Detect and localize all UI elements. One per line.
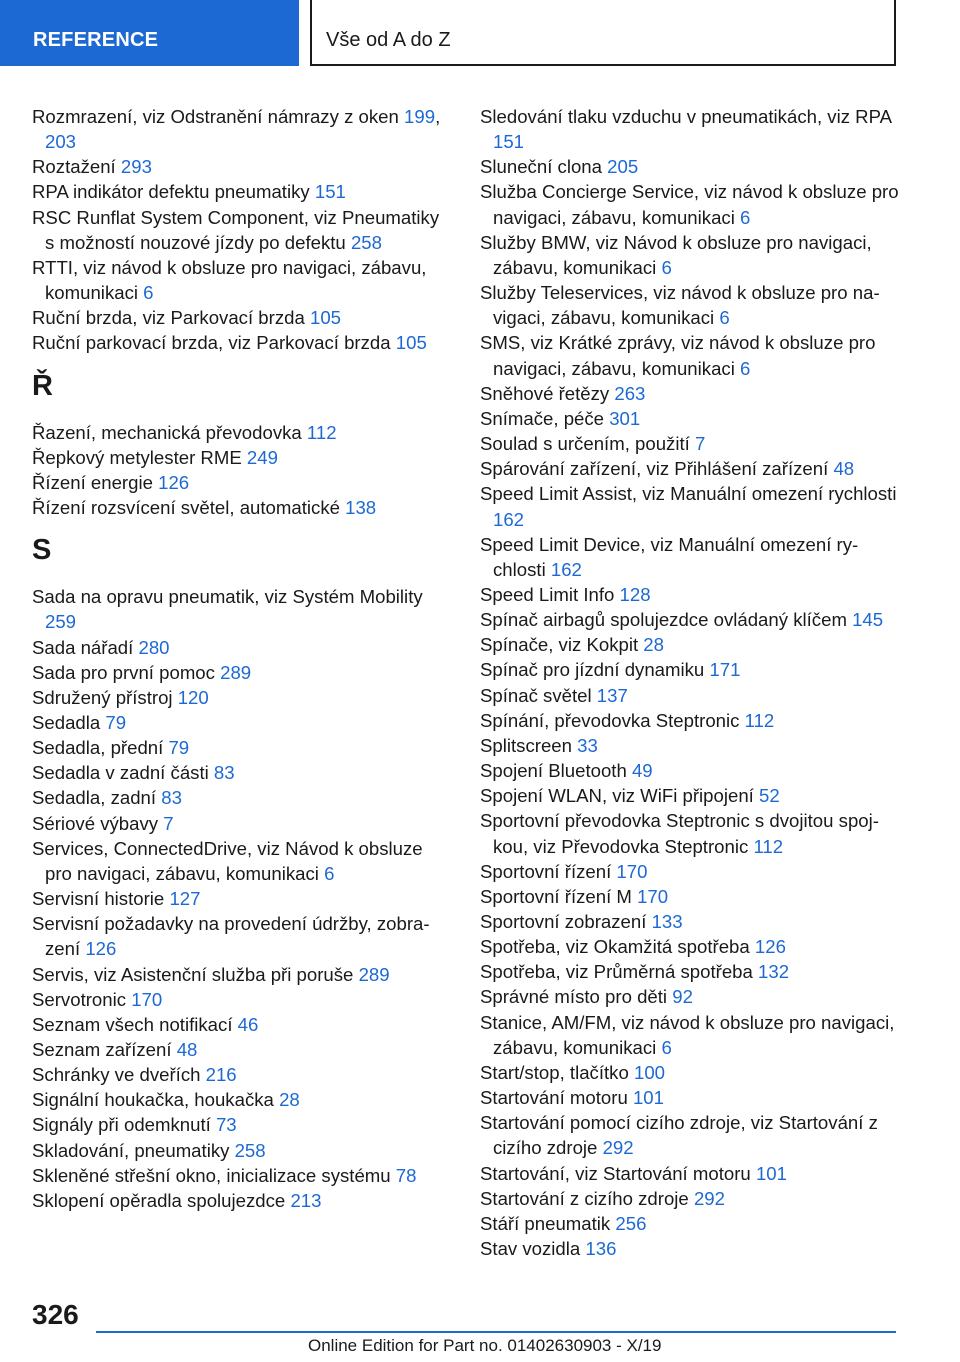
page-reference-link[interactable]: 170 — [616, 860, 648, 882]
page-reference-link[interactable]: 33 — [577, 734, 598, 756]
index-column-left — [32, 104, 442, 1213]
index-entry-text: Sedadla v zadní části — [32, 762, 214, 784]
page-reference-link[interactable]: 112 — [306, 421, 337, 443]
page-reference-link[interactable]: 199 — [404, 106, 436, 127]
page-reference-link[interactable]: 6 — [719, 307, 730, 329]
index-entry — [32, 1012, 442, 1037]
page-reference-link[interactable]: 128 — [619, 583, 651, 605]
index-entry-text: Stáří pneumatik — [480, 1212, 616, 1234]
index-letter-heading: S — [32, 534, 52, 567]
index-entry — [32, 635, 442, 660]
page-reference-link[interactable]: 216 — [205, 1064, 237, 1086]
page-reference-link[interactable]: 132 — [758, 961, 790, 983]
index-entry-text: Servotronic — [32, 988, 132, 1010]
page-number: 326 — [32, 1299, 79, 1330]
index-entry-text: Sedadla, přední — [32, 737, 169, 759]
page-reference-link[interactable]: 83 — [161, 787, 182, 809]
index-entry — [32, 660, 442, 685]
index-entry — [480, 1060, 900, 1085]
page-reference-link[interactable]: 120 — [177, 686, 209, 708]
index-entry-text: Řepkový metylester RME — [32, 446, 247, 468]
page-reference-link[interactable]: 28 — [643, 634, 664, 656]
index-entry — [480, 1186, 900, 1211]
index-entry — [480, 330, 900, 380]
page-reference-link[interactable]: 258 — [234, 1139, 266, 1161]
index-entry-text: Sportovní zobrazení — [480, 911, 652, 932]
index-entry — [480, 1085, 900, 1110]
page-reference-link[interactable]: 112 — [753, 835, 784, 857]
index-entry-text: Start/stop, tlačítko — [480, 1061, 634, 1083]
index-entry — [480, 708, 900, 733]
index-entry — [32, 255, 442, 305]
index-entry — [480, 582, 900, 607]
page-reference-link[interactable]: 6 — [740, 206, 751, 228]
index-entry — [480, 607, 900, 632]
index-entry-text: Spojení WLAN, viz WiFi připojení — [480, 785, 759, 807]
index-entry — [32, 685, 442, 710]
index-entry-text: Speed Limit Assist, viz Manuální omezení rychlosti — [480, 483, 897, 505]
page-reference-link[interactable]: 46 — [237, 1013, 259, 1035]
index-entry — [32, 584, 442, 634]
index-entry — [480, 959, 900, 984]
page-reference-link[interactable]: 292 — [693, 1187, 725, 1209]
index-entry-text: Skladování, pneumatiky — [32, 1139, 235, 1161]
page-reference-link[interactable]: 6 — [324, 862, 335, 884]
index-entry-text: Správné místo pro děti — [480, 986, 673, 1008]
index-entry — [480, 783, 900, 808]
index-entry — [480, 532, 900, 582]
index-entry — [32, 154, 442, 179]
index-entry — [480, 104, 900, 154]
page-reference-link[interactable]: 7 — [163, 812, 174, 834]
index-entry — [480, 1010, 900, 1060]
index-entry-text: Spínače, viz Kokpit — [480, 634, 644, 656]
page-reference-link[interactable]: 292 — [602, 1137, 634, 1159]
page-reference-link[interactable]: 289 — [220, 661, 252, 683]
index-entry — [480, 230, 900, 280]
index-entry — [32, 1087, 442, 1112]
header-title-box — [310, 0, 896, 66]
index-entry — [32, 1037, 442, 1062]
page-reference-link[interactable]: 256 — [615, 1212, 647, 1234]
page-reference-link[interactable]: 6 — [661, 256, 672, 278]
index-entry-text: Speed Limit Device, viz Manuální omezení rychlosti — [480, 533, 859, 580]
index-entry-text: Stav vozidla — [480, 1238, 586, 1260]
index-column-right — [480, 104, 900, 1261]
page-reference-link[interactable]: 249 — [246, 446, 278, 468]
page-reference-link[interactable]: 162 — [550, 558, 582, 580]
index-entry-text: Spínání, převodovka Steptronic — [480, 709, 745, 731]
page-reference-link[interactable]: 258 — [350, 231, 382, 253]
index-entry-text: Sledování tlaku vzduchu v pneumatikách, viz RPA — [480, 106, 892, 127]
index-entry — [32, 205, 442, 255]
index-entry-text: Schránky ve dveřích — [32, 1064, 206, 1086]
index-entry — [32, 445, 442, 470]
index-entry-text: Sportovní převodovka Steptronic s dvojitou spojkou, viz Převodovka Steptronic — [480, 810, 879, 857]
index-entry-text: Seznam všech notifikací — [32, 1013, 238, 1035]
index-entry-text: Služby BMW, viz Návod k obsluze pro navigaci, zábavu, komunikaci — [480, 231, 872, 278]
page-reference-link[interactable]: 105 — [395, 332, 427, 354]
page-reference-link[interactable]: 79 — [168, 737, 190, 759]
index-entry — [480, 758, 900, 783]
index-entry — [32, 811, 442, 836]
page-reference-link[interactable]: 293 — [120, 156, 152, 178]
index-entry-text: Sportovní řízení — [480, 860, 617, 882]
page-reference-link[interactable]: 101 — [632, 1087, 664, 1109]
index-entry-text: Services, ConnectedDrive, viz Návod k obsluze pro navigaci, zábavu, komunikaci — [32, 837, 423, 884]
index-entry-text: Rozmrazení, viz Odstranění námrazy z oken — [32, 106, 405, 127]
index-entry — [32, 470, 442, 495]
page-reference-link[interactable]: 52 — [759, 785, 780, 807]
index-entry — [32, 1062, 442, 1087]
index-entry-text: Skleněné střešní okno, inicializace systému — [32, 1164, 396, 1186]
index-entry-text: Sada na opravu pneumatik, viz Systém Mobility — [32, 586, 423, 608]
index-entry-text: Sada pro první pomoc — [32, 661, 221, 683]
index-entry — [32, 987, 442, 1012]
index-entry — [480, 381, 900, 406]
footer-edition: Online Edition for Part no. 01402630903 - X/19 — [308, 1336, 662, 1355]
page-reference-link[interactable]: 162 — [493, 508, 525, 530]
page-reference-link[interactable]: 136 — [585, 1238, 617, 1260]
index-entry — [480, 733, 900, 758]
page-reference-link[interactable]: 7 — [694, 433, 706, 455]
index-entry-text: Startování, viz Startování motoru — [480, 1162, 756, 1184]
page-reference-link[interactable]: 101 — [755, 1162, 787, 1184]
index-entry-text: Spotřeba, viz Průměrná spotřeba — [480, 961, 759, 983]
page-reference-link[interactable]: 126 — [754, 936, 786, 958]
index-entry-text: Startování pomocí cizího zdroje, viz Startování z cizího zdroje — [480, 1112, 878, 1159]
index-entry-text: Řízení energie — [32, 471, 159, 493]
index-entry — [480, 431, 900, 456]
index-entry-text: Služba Concierge Service, viz návod k obsluze pro navigaci, zábavu, komunikaci — [480, 181, 899, 228]
index-entry — [32, 962, 442, 987]
page-reference-link[interactable]: 48 — [833, 458, 855, 480]
page-reference-link[interactable]: 280 — [138, 636, 170, 658]
page-reference-link[interactable]: 92 — [672, 986, 693, 1008]
index-entry-text: Řízení rozsvícení světel, automatické — [32, 497, 346, 519]
index-letter-heading: Ř — [32, 369, 53, 402]
page-reference-link[interactable]: 205 — [607, 156, 639, 178]
page-reference-link[interactable]: 213 — [290, 1189, 322, 1211]
index-entry — [480, 1236, 900, 1261]
page-reference-link[interactable]: 6 — [740, 357, 751, 379]
index-entry-text: Sluneční clona — [480, 156, 608, 178]
index-entry — [480, 657, 900, 682]
index-entry — [480, 884, 900, 909]
index-entry-text: Soulad s určením, použití — [480, 433, 695, 455]
index-entry-text: Spotřeba, viz Okamžitá spotřeba — [480, 936, 755, 958]
index-entry-text: Sedadla, zadní — [32, 787, 162, 809]
index-entry — [32, 785, 442, 810]
page-reference-link[interactable]: 263 — [614, 382, 646, 404]
section-label: REFERENCE — [33, 29, 159, 51]
index-entry — [32, 886, 442, 911]
index-entry — [32, 420, 442, 445]
index-entry — [32, 735, 442, 760]
index-entry — [32, 1138, 442, 1163]
index-entry-text: Servisní požadavky na provedení údržby, zobrazení — [32, 913, 430, 960]
index-entry-text: Spínač pro jízdní dynamiku — [480, 659, 710, 681]
index-entry — [32, 911, 442, 961]
index-entry — [32, 1163, 442, 1188]
page-reference-link[interactable]: 6 — [661, 1036, 672, 1058]
page-reference-link[interactable]: 83 — [213, 762, 235, 784]
footer-divider — [96, 1331, 896, 1333]
page-reference-link[interactable]: 28 — [279, 1089, 300, 1111]
page-reference-link[interactable]: 289 — [358, 963, 390, 985]
page-reference-link[interactable]: 138 — [345, 497, 377, 519]
page-reference-link[interactable]: 259 — [45, 611, 77, 633]
page-reference-link[interactable]: 100 — [633, 1061, 666, 1083]
index-entry — [32, 104, 442, 154]
index-entry-text: Startování motoru — [480, 1087, 633, 1109]
page-reference-link[interactable]: 170 — [131, 988, 163, 1010]
index-entry — [480, 481, 900, 531]
page-header — [0, 0, 960, 68]
index-entry — [480, 456, 900, 481]
ref-separator: , — [435, 106, 441, 127]
index-entry-text: RPA indikátor defektu pneumatiky — [32, 181, 315, 203]
page-reference-link[interactable]: 6 — [143, 282, 154, 304]
index-entry-text: Spínač airbagů spolujezdce ovládaný klíčem — [480, 609, 853, 631]
index-entry-text: Startování z cizího zdroje — [480, 1187, 694, 1209]
index-entry-text: Sedadla — [32, 711, 106, 733]
index-entry-text: Sdružený přístroj — [32, 686, 178, 708]
index-entry — [480, 1161, 900, 1186]
page-reference-link[interactable]: 105 — [310, 307, 342, 329]
index-entry-text: RTTI, viz návod k obsluze pro navigaci, zábavu, komunikaci — [32, 256, 427, 304]
index-entry-text: Signální houkačka, houkačka — [32, 1089, 280, 1111]
index-entry — [480, 859, 900, 884]
index-entry — [480, 984, 900, 1009]
page-reference-link[interactable]: 73 — [215, 1114, 237, 1136]
index-entry-text: Seznam zařízení — [32, 1039, 177, 1060]
index-entry-text: Roztažení — [32, 156, 121, 178]
page-reference-link[interactable]: 78 — [395, 1164, 417, 1186]
index-entry — [32, 836, 442, 886]
index-entry — [480, 632, 900, 657]
index-entry — [480, 934, 900, 959]
page-reference-link[interactable]: 133 — [651, 911, 683, 932]
page-reference-link[interactable]: 145 — [852, 609, 884, 631]
index-entry-text: Signály při odemknutí — [32, 1114, 216, 1136]
index-entry-text: Ruční parkovací brzda, viz Parkovací brzda — [32, 332, 396, 354]
index-entry — [480, 406, 900, 431]
index-entry — [32, 495, 442, 520]
index-entry — [32, 1112, 442, 1137]
index-entry-text: Sportovní řízení M — [480, 885, 638, 907]
index-entry — [480, 179, 900, 229]
index-entry-text: Stanice, AM/FM, viz návod k obsluze pro navigaci, zábavu, komunikaci — [480, 1011, 895, 1058]
index-entry — [480, 683, 900, 708]
index-entry-text: Servisní historie — [32, 888, 170, 910]
index-entry-text: RSC Runflat System Component, viz Pneumatiky s možností nouzové jízdy po defektu — [32, 206, 440, 253]
index-entry-text: Spínač světel — [480, 684, 597, 706]
page-reference-link[interactable]: 171 — [709, 659, 741, 681]
page-reference-link[interactable]: 112 — [744, 709, 775, 731]
index-entry — [480, 280, 900, 330]
index-entry — [32, 1188, 442, 1213]
index-entry — [480, 1110, 900, 1160]
index-entry-text: Služby Teleservices, viz návod k obsluze pro navigaci, zábavu, komunikaci — [480, 282, 880, 329]
page-title: Vše od A do Z — [326, 29, 451, 51]
index-entry-text: Sněhové řetězy — [480, 382, 615, 404]
index-entry-text: Sada nářadí — [32, 636, 139, 658]
page-reference-link[interactable]: 126 — [85, 938, 117, 960]
index-entry-text: Splitscreen — [480, 734, 578, 756]
page-reference-link[interactable]: 170 — [637, 885, 669, 907]
section-tab — [0, 0, 299, 66]
index-entry-text: Servis, viz Asistenční služba při poruše — [32, 963, 359, 985]
page-reference-link[interactable]: 203 — [45, 131, 77, 153]
index-entry-text: Spárování zařízení, viz Přihlášení zařízení — [480, 458, 834, 480]
page-reference-link[interactable]: 151 — [493, 131, 525, 153]
index-entry-text: Snímače, péče — [480, 407, 610, 429]
page-reference-link[interactable]: 48 — [176, 1039, 198, 1060]
page-reference-link[interactable]: 126 — [158, 471, 190, 493]
index-entry — [32, 710, 442, 735]
index-entry-text: Sklopení opěradla spolujezdce — [32, 1189, 291, 1211]
page-reference-link[interactable]: 301 — [609, 407, 641, 429]
index-entry — [480, 808, 900, 858]
index-entry-text: Ruční brzda, viz Parkovací brzda — [32, 307, 310, 329]
index-entry — [32, 330, 442, 355]
page-reference-link[interactable]: 151 — [314, 181, 346, 203]
index-entry-text: Řazení, mechanická převodovka — [32, 421, 307, 443]
index-entry — [32, 305, 442, 330]
index-entry — [480, 909, 900, 934]
page-reference-link[interactable]: 137 — [596, 684, 628, 706]
index-entry — [480, 1211, 900, 1236]
index-entry-text: Spojení Bluetooth — [480, 760, 632, 782]
index-entry — [32, 760, 442, 785]
page-reference-link[interactable]: 127 — [169, 888, 201, 910]
index-entry-text: Sériové výbavy — [32, 812, 164, 834]
page-reference-link[interactable]: 49 — [631, 760, 653, 782]
index-entry — [32, 179, 442, 204]
page-reference-link[interactable]: 79 — [105, 711, 127, 733]
index-entry-text: Speed Limit Info — [480, 583, 620, 605]
index-entry — [480, 154, 900, 179]
index-entry-text: SMS, viz Krátké zprávy, viz návod k obsluze pro navigaci, zábavu, komunikaci — [480, 332, 876, 379]
